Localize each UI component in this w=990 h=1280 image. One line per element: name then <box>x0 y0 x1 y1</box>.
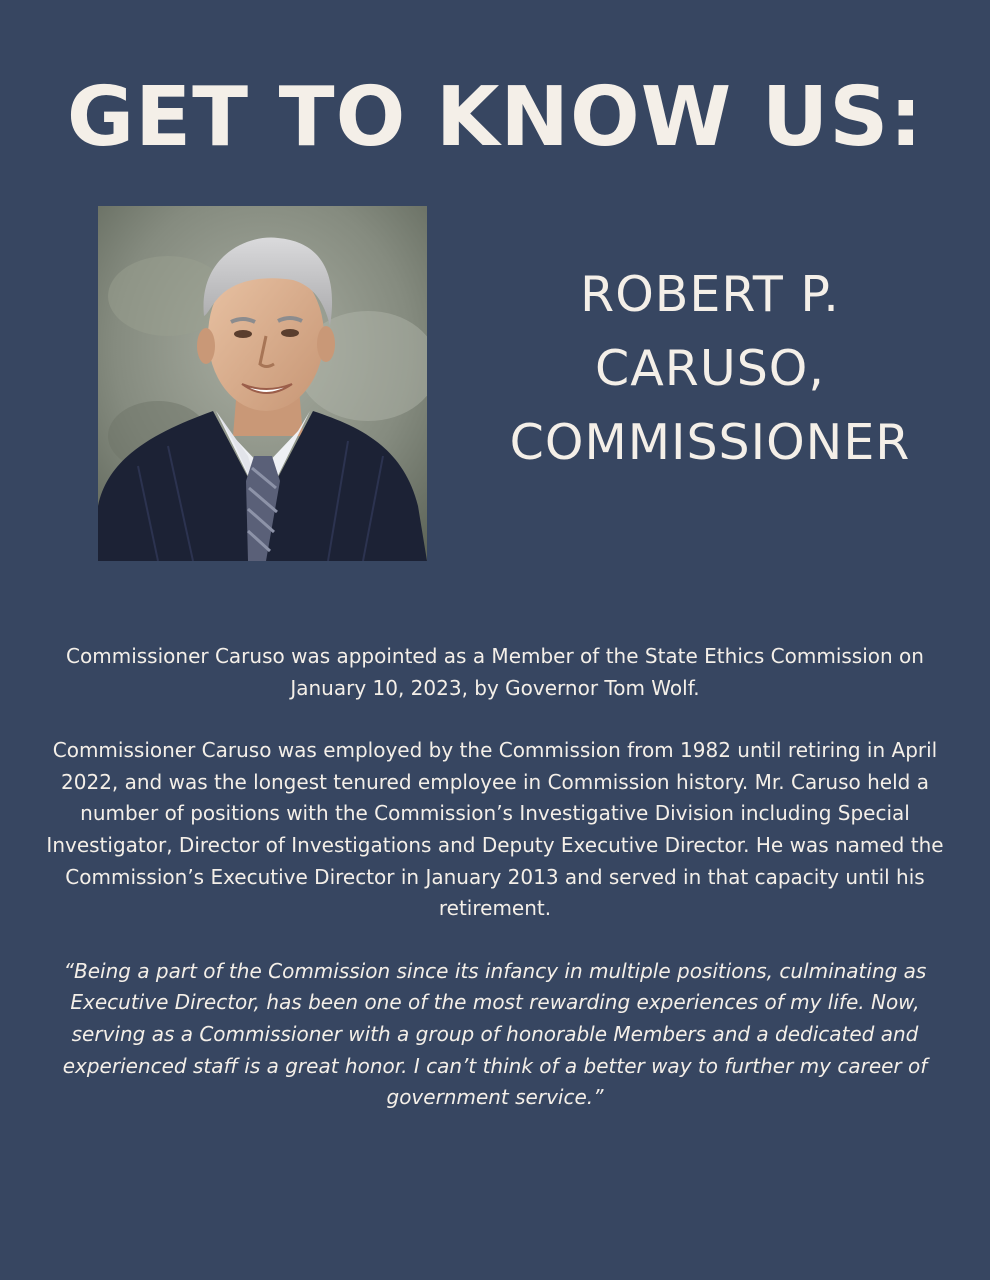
bio-quote: “Being a part of the Commission since its infancy in multiple positions, culminating as Executive Director, has been one of the most rewarding experiences of my life. Now, serving as a Commissioner with a group of honorable Members and a dedicated and experienced staff is a great honor. I can’t think of a better way to further my career of government service.” <box>62 958 928 1110</box>
bio-paragraph-appointment: Commissioner Caruso was appointed as a Member of the State Ethics Commission on January 10, 2023, by Governor Tom Wolf. <box>66 644 924 700</box>
bio-section <box>45 641 945 1114</box>
page-title: GET TO KNOW US: <box>66 70 924 165</box>
name-line-3: COMMISSIONER <box>509 414 911 471</box>
portrait-photo <box>98 206 427 561</box>
name-line-1: ROBERT P. <box>580 266 840 323</box>
portrait-illustration <box>98 206 427 561</box>
commissioner-name <box>470 258 950 480</box>
name-line-2: CARUSO, <box>595 340 825 397</box>
bio-paragraph-career: Commissioner Caruso was employed by the Commission from 1982 until retiring in April 2022, and was the longest tenured employee in Commission history. Mr. Caruso held a number of positions with the Commission’s Investigative Division including Special Investigator, Director of Investigations and Deputy Executive Director. He was named the Commission’s Executive Director in January 2013 and served in that capacity until his retirement. <box>46 738 944 921</box>
